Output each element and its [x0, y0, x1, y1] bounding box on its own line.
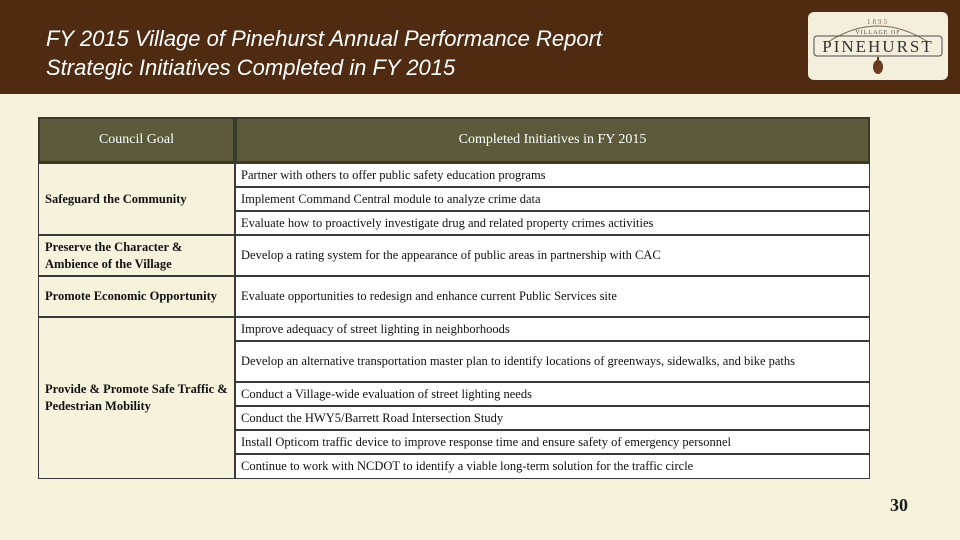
- logo-name: PINEHURST: [822, 37, 934, 56]
- initiative-row: Conduct the HWY5/Barrett Road Intersection Study: [235, 406, 870, 430]
- initiative-row: Evaluate opportunities to redesign and enhance current Public Services site: [235, 276, 870, 317]
- logo-year: 1895: [867, 18, 889, 26]
- goal-safe-traffic: Provide & Promote Safe Traffic & Pedestrian Mobility: [38, 317, 235, 479]
- header-banner: [0, 0, 960, 94]
- initiatives-table: [38, 117, 870, 479]
- initiative-row: Develop a rating system for the appearance of public areas in partnership with CAC: [235, 235, 870, 276]
- initiative-row: Implement Command Central module to analyze crime data: [235, 187, 870, 211]
- initiative-row: Partner with others to offer public safety education programs: [235, 163, 870, 187]
- page-title: [46, 24, 602, 82]
- title-line-1: FY 2015 Village of Pinehurst Annual Performance Report: [46, 26, 603, 51]
- column-header-council-goal: Council Goal: [38, 117, 235, 163]
- initiative-row: Conduct a Village-wide evaluation of street lighting needs: [235, 382, 870, 406]
- initiative-row: Continue to work with NCDOT to identify a viable long-term solution for the traffic circle: [235, 454, 870, 479]
- column-header-initiatives: Completed Initiatives in FY 2015: [235, 117, 870, 163]
- pinehurst-logo: [808, 12, 948, 80]
- page-number: 30: [890, 495, 908, 515]
- title-line-2: Strategic Initiatives Completed in FY 2015: [46, 55, 456, 80]
- goal-safeguard-community: Safeguard the Community: [38, 163, 235, 235]
- initiative-row: Install Opticom traffic device to improve response time and ensure safety of emergency personnel: [235, 430, 870, 454]
- initiative-row: Develop an alternative transportation master plan to identify locations of greenways, sidewalks, and bike paths: [235, 341, 870, 382]
- logo-subtext: VILLAGE OF: [855, 30, 901, 36]
- initiative-row: Evaluate how to proactively investigate drug and related property crimes activities: [235, 211, 870, 235]
- initiative-row: Improve adequacy of street lighting in neighborhoods: [235, 317, 870, 341]
- goal-preserve-character: Preserve the Character & Ambience of the Village: [38, 235, 235, 276]
- goal-promote-economic: Promote Economic Opportunity: [38, 276, 235, 317]
